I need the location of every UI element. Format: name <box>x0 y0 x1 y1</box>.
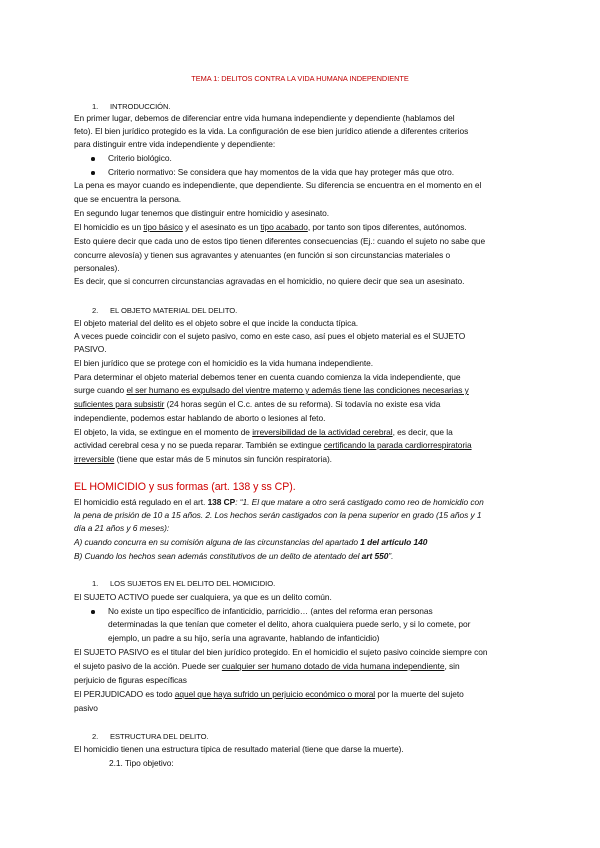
paragraph-line: actividad cerebral cesa y no se pueda reparar. También se extingue certificando la parada cardiorrespiratoria <box>74 440 472 450</box>
paragraph-line: feto). El bien jurídico protegido es la vida. La configuración de ese bien jurídico atiende a diferentes criterios <box>74 126 469 136</box>
paragraph-line: surge cuando el ser humano es expulsado del vientre materno y además tiene las condiciones necesarias y <box>74 385 469 395</box>
paragraph-line: El objeto material del delito es el objeto sobre el que incide la conducta típica. <box>74 318 359 328</box>
underlined-term: tipo acabado <box>260 222 308 232</box>
paragraph-line: suficientes para subsistir (24 horas según el C.c. antes de su reforma). Si todavía no existe esa vida <box>74 399 441 409</box>
page-title: TEMA 1: DELITOS CONTRA LA VIDA HUMANA INDEPENDIENTE <box>191 74 409 83</box>
paragraph-line: pasivo <box>74 703 98 713</box>
section-heading-estructura: 2. ESTRUCTURA DEL DELITO. <box>92 732 209 741</box>
paragraph-line: B) Cuando los hechos sean además constitutivos de un delito de atentado del art 550”. <box>74 551 394 561</box>
bullet-item: ejemplo, un padre a su hijo, sería una agravante, hablando de infanticidio) <box>108 633 380 643</box>
paragraph-line: perjuicio de figuras específicas <box>74 675 187 685</box>
paragraph-line: irreversible (tiene que estar más de 5 minutos sin función respiratoria). <box>74 454 332 464</box>
paragraph-line: En primer lugar, debemos de diferenciar entre vida humana independiente y dependiente (hablamos del <box>74 113 455 123</box>
paragraph-line: La pena es mayor cuando es independiente, que dependiente. Su diferencia se encuentra en el momento en el <box>74 180 482 190</box>
underlined-term: aquel que haya sufrido un perjuicio económico o moral <box>174 689 376 699</box>
paragraph-line: El homicidio tienen una estructura típica de resultado material (tiene que darse la muerte). <box>74 744 404 754</box>
bullet-icon <box>91 171 95 175</box>
underlined-term: certificando la parada cardiorrespiratoria <box>323 440 472 450</box>
underlined-term: suficientes para subsistir <box>74 399 165 409</box>
paragraph-line: A veces puede coincidir con el sujeto pasivo, como en este caso, así pues el objeto material es el SUJETO <box>74 331 466 341</box>
paragraph-line: para distinguir entre vida independiente y dependiente: <box>74 139 276 149</box>
paragraph-line: día a 21 años y 6 meses): <box>74 523 170 533</box>
section-heading-sujetos: 1. LOS SUJETOS EN EL DELITO DEL HOMICIDIO. <box>92 579 276 588</box>
underlined-term: irreversibilidad de la actividad cerebral <box>252 427 393 437</box>
bullet-item: No existe un tipo específico de infanticidio, parricidio… (antes del reforma eran personas <box>108 606 433 616</box>
paragraph-line: El SUJETO ACTIVO puede ser cualquiera, ya que es un delito común. <box>74 592 332 602</box>
section-heading-introduccion: 1. INTRODUCCIÓN. <box>92 102 171 111</box>
paragraph-line: El homicidio es un tipo básico y el asesinato es un tipo acabado, por tanto son tipos diferentes, autónomos. <box>74 222 467 232</box>
paragraph-line: El homicidio está regulado en el art. 138 CP: “1. El que matare a otro será castigado como reo de homicidio con <box>74 497 484 507</box>
subsection-heading-tipo-objetivo: 2.1. Tipo objetivo: <box>109 758 174 768</box>
paragraph-line: Es decir, que si concurren circunstancias agravadas en el homicidio, no quiere decir que sea un asesinato. <box>74 276 465 286</box>
paragraph-line: El SUJETO PASIVO es el titular del bien jurídico protegido. En el homicidio el sujeto pasivo coincide siempre con <box>74 647 488 657</box>
paragraph-line: El objeto, la vida, se extingue en el momento de irreversibilidad de la actividad cerebral, es decir, que la <box>74 427 453 437</box>
paragraph-line: concurre alevosía) y tienen sus agravantes y atenuantes (en función si son circunstancias materiales o <box>74 250 451 260</box>
bullet-icon <box>91 610 95 614</box>
underlined-term: el ser humano es expulsado del vientre materno y además tiene las condiciones necesarias y <box>126 385 469 395</box>
underlined-term: cualquier ser humano dotado de vida humana independiente <box>221 661 445 671</box>
bullet-item: determinadas la que tenían que cometer el delito, ahora cualquiera puede serlo, y si lo comete, por <box>108 619 471 629</box>
paragraph-line: independiente, podemos estar hablando de aborto o lesiones al feto. <box>74 413 326 423</box>
paragraph-line: personales). <box>74 263 120 273</box>
paragraph-line: que se encuentra la persona. <box>74 194 182 204</box>
underlined-term: irreversible <box>74 454 115 464</box>
paragraph-line: PASIVO. <box>74 344 107 354</box>
paragraph-line: En segundo lugar tenemos que distinguir entre homicidio y asesinato. <box>74 208 329 218</box>
section-heading-objeto-material: 2. EL OBJETO MATERIAL DEL DELITO. <box>92 306 238 315</box>
paragraph-line: Esto quiere decir que cada uno de estos tipo tienen diferentes consecuencias (Ej.: cuando el sujeto no sabe que <box>74 236 486 246</box>
paragraph-line: el sujeto pasivo de la acción. Puede ser cualquier ser humano dotado de vida humana independiente, sin <box>74 661 460 671</box>
red-heading-homicidio: EL HOMICIDIO y sus formas (art. 138 y ss CP). <box>74 481 296 493</box>
bullet-icon <box>91 157 95 161</box>
bullet-item: Criterio normativo: Se considera que hay momentos de la vida que hay proteger más que otro. <box>108 167 454 177</box>
paragraph-line: El bien jurídico que se protege con el homicidio es la vida humana independiente. <box>74 358 374 368</box>
paragraph-line: A) cuando concurra en su comisión alguna de las circunstancias del apartado 1 del artículo 140 <box>74 537 428 547</box>
bullet-item: Criterio biológico. <box>108 153 172 163</box>
underlined-term: tipo básico <box>143 222 183 232</box>
paragraph-line: Para determinar el objeto material debemos tener en cuenta cuando comienza la vida independiente, que <box>74 372 461 382</box>
paragraph-line: El PERJUDICADO es todo aquel que haya sufrido un perjuicio económico o moral por la muerte del sujeto <box>74 689 464 699</box>
paragraph-line: la pena de prisión de 10 a 15 años. 2. Los hechos serán castigados con la pena superior en grado (15 años y 1 <box>74 510 482 520</box>
